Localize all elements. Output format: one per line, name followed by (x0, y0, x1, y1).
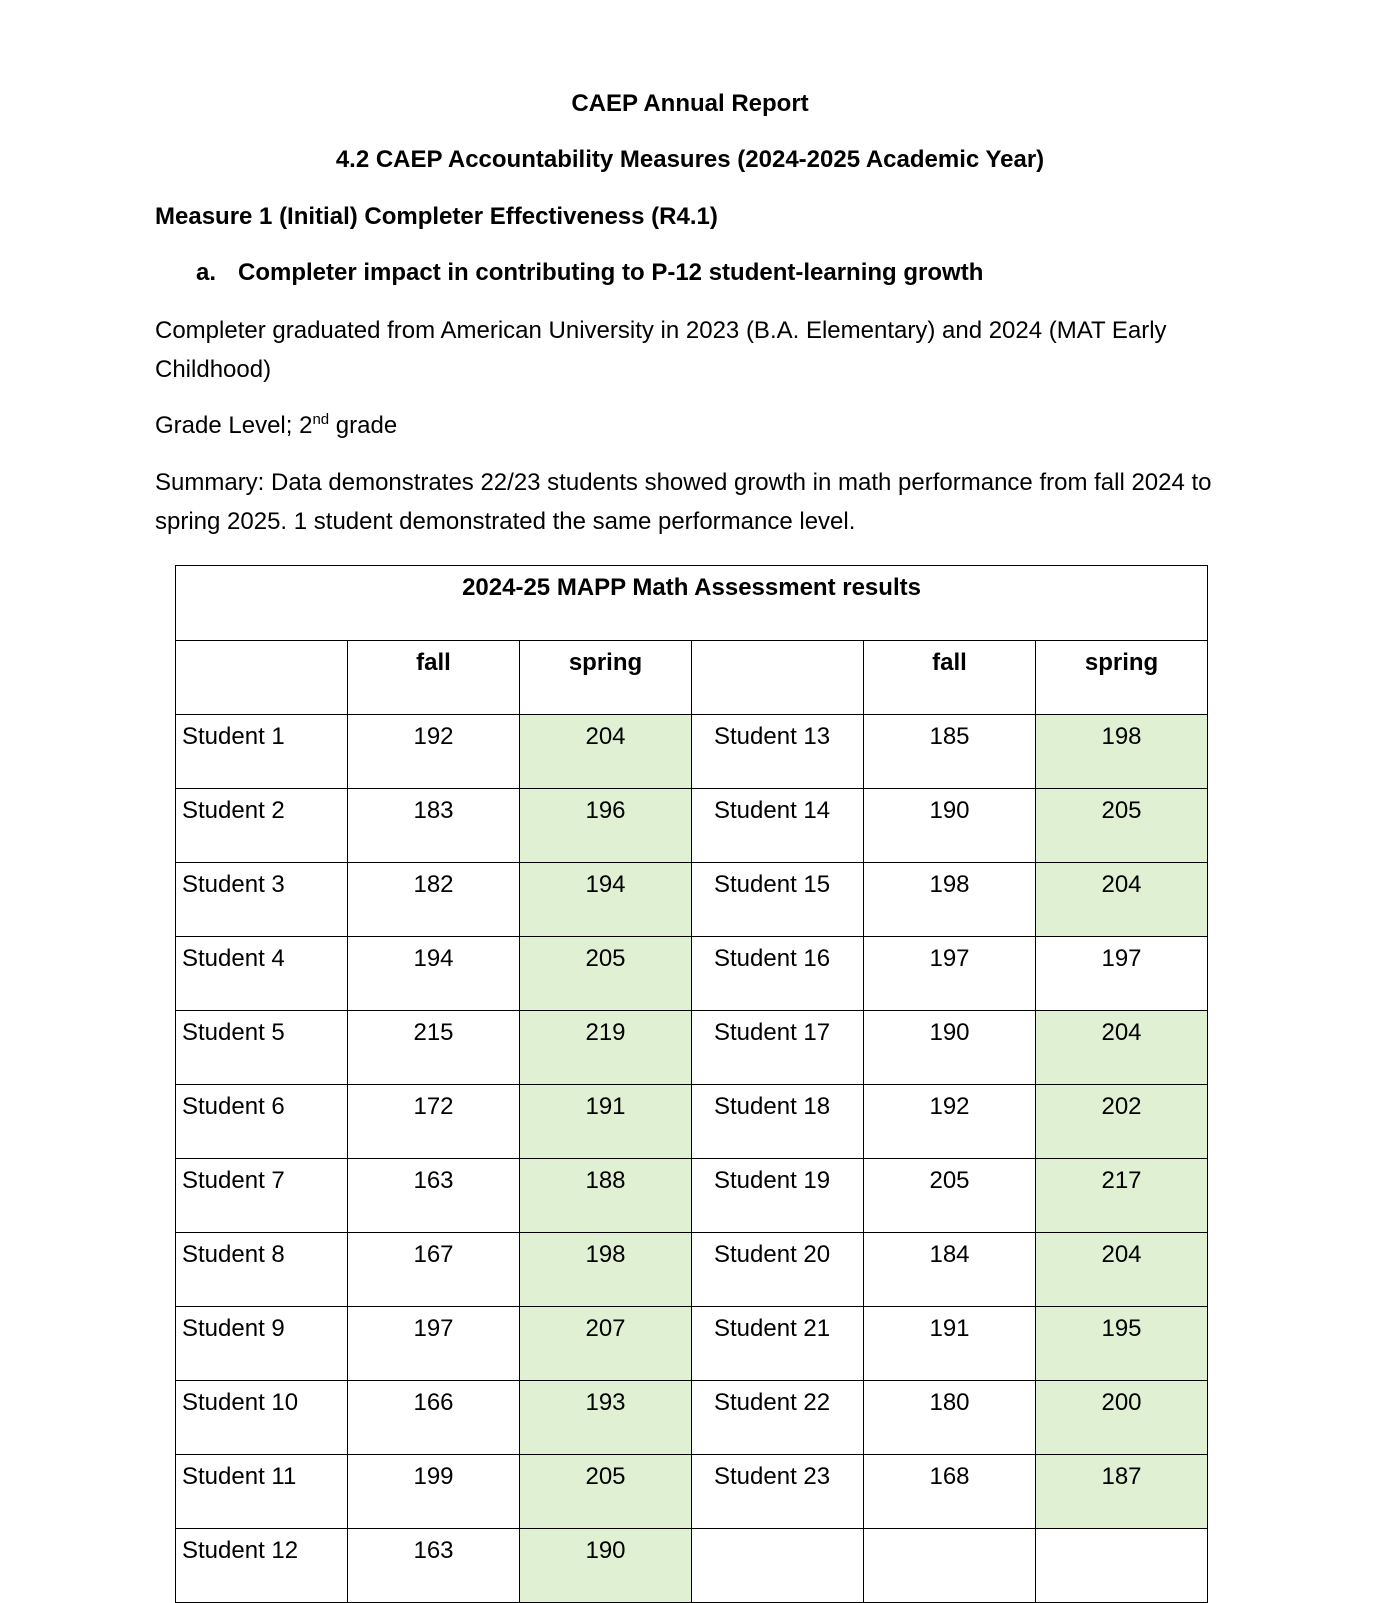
summary-paragraph: Summary: Data demonstrates 22/23 students showed growth in math performance from fall 2024 to spring 2025. 1 student demonstrated the same performance level. (155, 469, 1212, 535)
spring-score-cell: 200 (1036, 1381, 1208, 1455)
table-caption: 2024-25 MAPP Math Assessment results (176, 566, 1208, 641)
spring-score-cell: 204 (1036, 1233, 1208, 1307)
fall-score-cell: 184 (864, 1233, 1036, 1307)
student-name-cell: Student 4 (176, 937, 348, 1011)
student-name-cell: Student 1 (176, 715, 348, 789)
spring-score-cell (1036, 1529, 1208, 1603)
fall-score-cell (864, 1529, 1036, 1603)
fall-score-cell: 185 (864, 715, 1036, 789)
spring-score-cell: 191 (520, 1085, 692, 1159)
spring-score-cell: 187 (1036, 1455, 1208, 1529)
spring-score-cell: 204 (1036, 863, 1208, 937)
student-name-cell: Student 3 (176, 863, 348, 937)
header-spring: spring (520, 641, 692, 715)
spring-score-cell: 188 (520, 1159, 692, 1233)
table-row (176, 1381, 1208, 1455)
student-name-cell: Student 14 (692, 789, 864, 863)
student-name-cell: Student 16 (692, 937, 864, 1011)
table-row (176, 1233, 1208, 1307)
fall-score-cell: 192 (864, 1085, 1036, 1159)
table-caption-row (176, 566, 1208, 641)
table-row (176, 1455, 1208, 1529)
spring-score-cell: 217 (1036, 1159, 1208, 1233)
table-row (176, 715, 1208, 789)
spring-score-cell: 204 (1036, 1011, 1208, 1085)
list-item-text: Completer impact in contributing to P-12 student-learning growth (238, 259, 984, 286)
table-row (176, 1159, 1208, 1233)
spring-score-cell: 204 (520, 715, 692, 789)
spring-score-cell: 193 (520, 1381, 692, 1455)
fall-score-cell: 190 (864, 789, 1036, 863)
student-name-cell: Student 13 (692, 715, 864, 789)
student-name-cell: Student 20 (692, 1233, 864, 1307)
student-name-cell: Student 10 (176, 1381, 348, 1455)
spring-score-cell: 190 (520, 1529, 692, 1603)
fall-score-cell: 199 (348, 1455, 520, 1529)
measure-heading: Measure 1 (Initial) Completer Effectiveness (R4.1) (155, 203, 718, 230)
table-row (176, 1529, 1208, 1603)
spring-score-cell: 198 (1036, 715, 1208, 789)
fall-score-cell: 205 (864, 1159, 1036, 1233)
student-name-cell: Student 8 (176, 1233, 348, 1307)
header-fall: fall (348, 641, 520, 715)
table-row (176, 863, 1208, 937)
student-name-cell: Student 17 (692, 1011, 864, 1085)
grade-level-suffix: grade (329, 412, 398, 439)
spring-score-cell: 198 (520, 1233, 692, 1307)
student-name-cell: Student 6 (176, 1085, 348, 1159)
header-blank (692, 641, 864, 715)
table-row (176, 1085, 1208, 1159)
fall-score-cell: 167 (348, 1233, 520, 1307)
fall-score-cell: 166 (348, 1381, 520, 1455)
fall-score-cell: 198 (864, 863, 1036, 937)
fall-score-cell: 182 (348, 863, 520, 937)
grade-ordinal-suffix: nd (312, 411, 330, 428)
spring-score-cell: 219 (520, 1011, 692, 1085)
table-row (176, 789, 1208, 863)
fall-score-cell: 191 (864, 1307, 1036, 1381)
fall-score-cell: 172 (348, 1085, 520, 1159)
spring-score-cell: 205 (520, 937, 692, 1011)
table-row (176, 1011, 1208, 1085)
student-name-cell (692, 1529, 864, 1603)
student-name-cell: Student 18 (692, 1085, 864, 1159)
fall-score-cell: 183 (348, 789, 520, 863)
fall-score-cell: 163 (348, 1159, 520, 1233)
student-name-cell: Student 15 (692, 863, 864, 937)
spring-score-cell: 207 (520, 1307, 692, 1381)
spring-score-cell: 194 (520, 863, 692, 937)
student-name-cell: Student 23 (692, 1455, 864, 1529)
table-header-row (176, 641, 1208, 715)
report-title: CAEP Annual Report (571, 90, 809, 117)
header-spring: spring (1036, 641, 1208, 715)
fall-score-cell: 197 (348, 1307, 520, 1381)
completer-paragraph: Completer graduated from American University in 2023 (B.A. Elementary) and 2024 (MAT Early Childhood) (155, 317, 1167, 383)
student-name-cell: Student 11 (176, 1455, 348, 1529)
fall-score-cell: 215 (348, 1011, 520, 1085)
fall-score-cell: 180 (864, 1381, 1036, 1455)
fall-score-cell: 197 (864, 937, 1036, 1011)
grade-level-text: Grade Level; 2 (155, 412, 313, 439)
student-name-cell: Student 21 (692, 1307, 864, 1381)
table-row (176, 937, 1208, 1011)
fall-score-cell: 190 (864, 1011, 1036, 1085)
spring-score-cell: 205 (1036, 789, 1208, 863)
student-name-cell: Student 12 (176, 1529, 348, 1603)
grade-level-paragraph (155, 406, 1225, 445)
spring-score-cell: 197 (1036, 937, 1208, 1011)
spring-score-cell: 205 (520, 1455, 692, 1529)
report-subtitle: 4.2 CAEP Accountability Measures (2024-2025 Academic Year) (335, 146, 1045, 173)
fall-score-cell: 163 (348, 1529, 520, 1603)
spring-score-cell: 195 (1036, 1307, 1208, 1381)
list-item-a (196, 261, 983, 285)
student-name-cell: Student 9 (176, 1307, 348, 1381)
student-name-cell: Student 7 (176, 1159, 348, 1233)
table-row (176, 1307, 1208, 1381)
student-name-cell: Student 22 (692, 1381, 864, 1455)
header-blank (176, 641, 348, 715)
spring-score-cell: 196 (520, 789, 692, 863)
header-fall: fall (864, 641, 1036, 715)
fall-score-cell: 192 (348, 715, 520, 789)
results-table (175, 565, 1208, 1603)
fall-score-cell: 194 (348, 937, 520, 1011)
student-name-cell: Student 19 (692, 1159, 864, 1233)
spring-score-cell: 202 (1036, 1085, 1208, 1159)
list-marker: a. (196, 259, 217, 286)
results-table-body (176, 566, 1208, 1603)
fall-score-cell: 168 (864, 1455, 1036, 1529)
student-name-cell: Student 5 (176, 1011, 348, 1085)
student-name-cell: Student 2 (176, 789, 348, 863)
